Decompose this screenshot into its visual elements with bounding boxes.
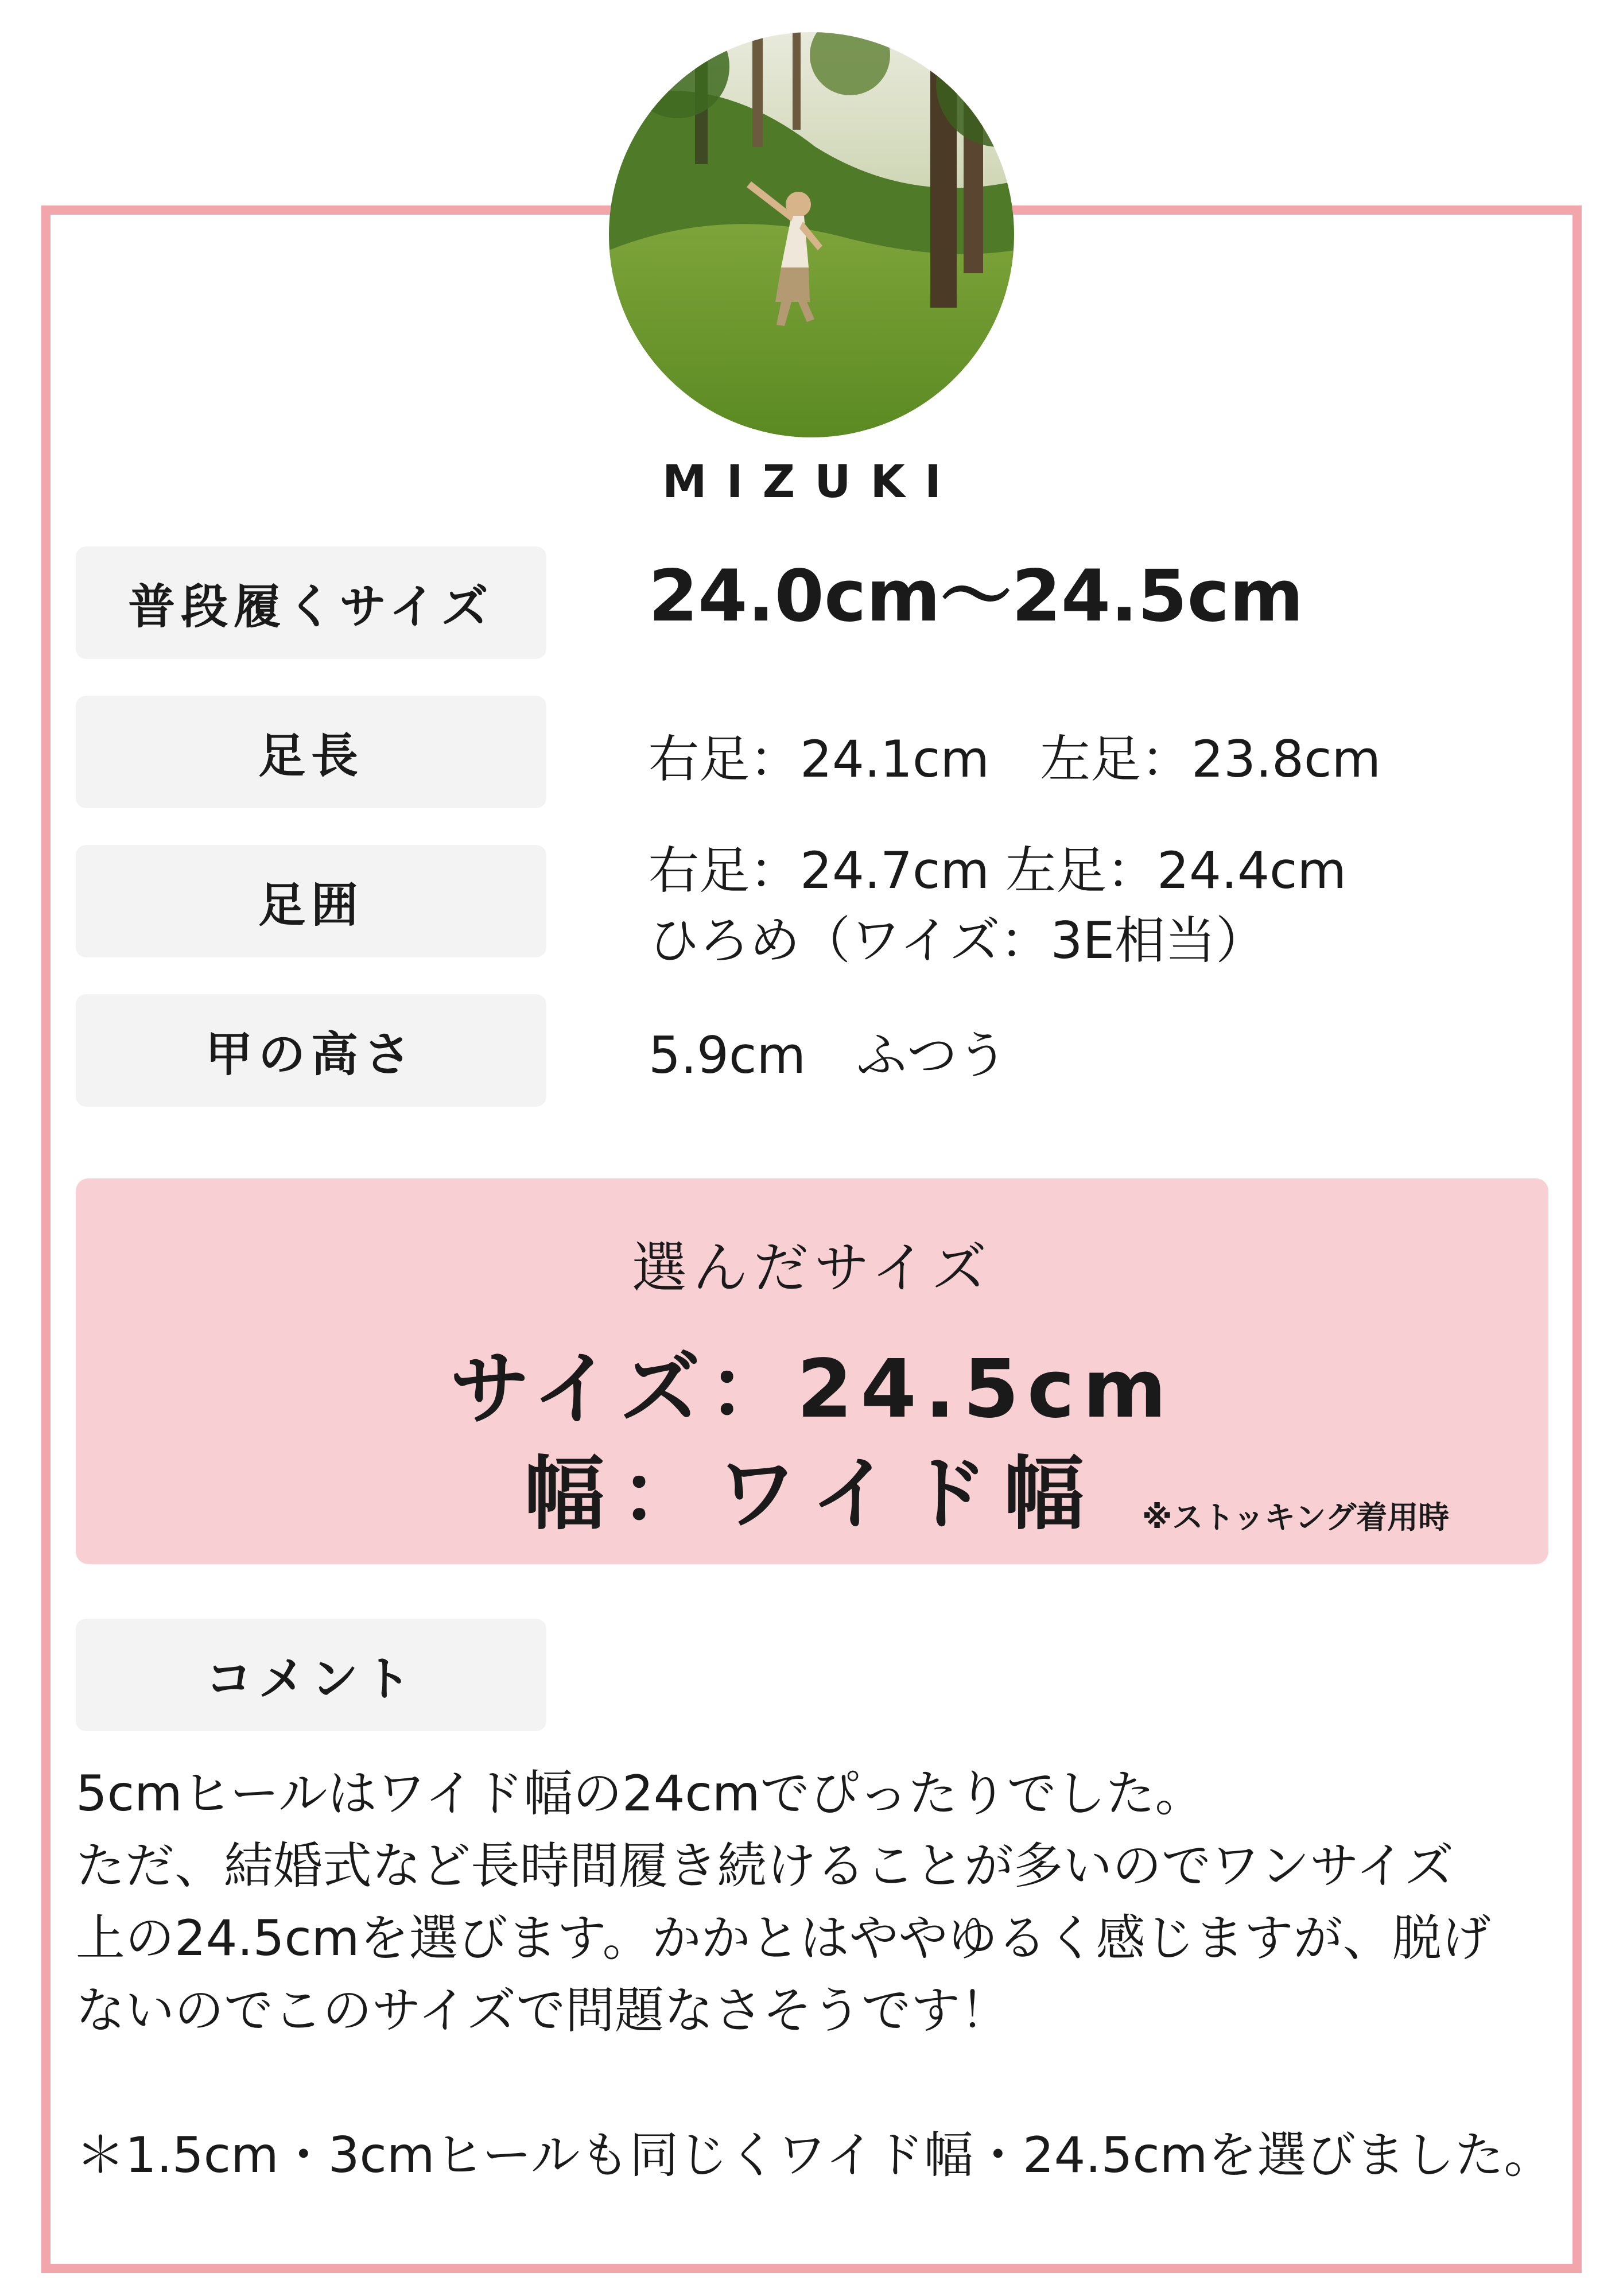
value-instep-height-line: 5.9cm ふつう: [649, 1026, 1008, 1085]
selected-size-panel: [76, 1178, 1548, 1564]
value-foot-girth: [649, 836, 1346, 976]
comment-line: ないのでこのサイズで問題なさそうです！: [76, 1982, 1010, 2039]
selected-size-value: サイズ：24.5cm: [449, 1343, 1175, 1436]
comment-line: 5cmヒールはワイド幅の24cmでぴったりでした。: [76, 1765, 1205, 1822]
label-comment: コメント: [76, 1619, 546, 1731]
comment-line: 上の24.5cmを選びます。かかとはややゆるく感じますが、脱げ: [76, 1910, 1491, 1967]
comment-spacer: [76, 2047, 1556, 2119]
value-foot-girth-line-2: ひろめ（ワイズ：3E相当）: [649, 911, 1267, 970]
label-usual-size: 普段履くサイズ: [76, 546, 546, 659]
value-foot-length-line: 右足：24.1cm 左足：23.8cm: [649, 730, 1381, 789]
comment-line: ただ、結婚式など長時間履き続けることが多いのでワンサイズ: [76, 1837, 1454, 1895]
selected-size-title: 選んだサイズ: [631, 1236, 993, 1300]
comment-body: [76, 1758, 1556, 2192]
label-foot-length: 足長: [76, 696, 546, 808]
value-usual-size-line: 24.0cm〜24.5cm: [649, 555, 1304, 638]
value-usual-size: [649, 555, 1304, 638]
person-jumping-in-forest-photo-icon: [609, 32, 1014, 437]
value-instep-height: [649, 1021, 1008, 1091]
selected-width-value: 幅：ワイド幅: [524, 1448, 1100, 1541]
comment-footnote: ＊1.5cm・3cmヒールも同じくワイド幅・24.5cmを選びました。: [76, 2127, 1554, 2184]
value-foot-length: [649, 724, 1381, 794]
avatar-photo: [609, 32, 1014, 437]
value-foot-girth-line-1: 右足：24.7cm 左足：24.4cm: [649, 841, 1347, 900]
label-instep-height: 甲の高さ: [76, 994, 546, 1107]
avatar-container: [609, 32, 1014, 437]
profile-name: MIZUKI: [662, 456, 961, 508]
label-foot-girth: 足囲: [76, 845, 546, 957]
selected-size-note: ※ストッキング着用時: [1142, 1499, 1450, 1535]
